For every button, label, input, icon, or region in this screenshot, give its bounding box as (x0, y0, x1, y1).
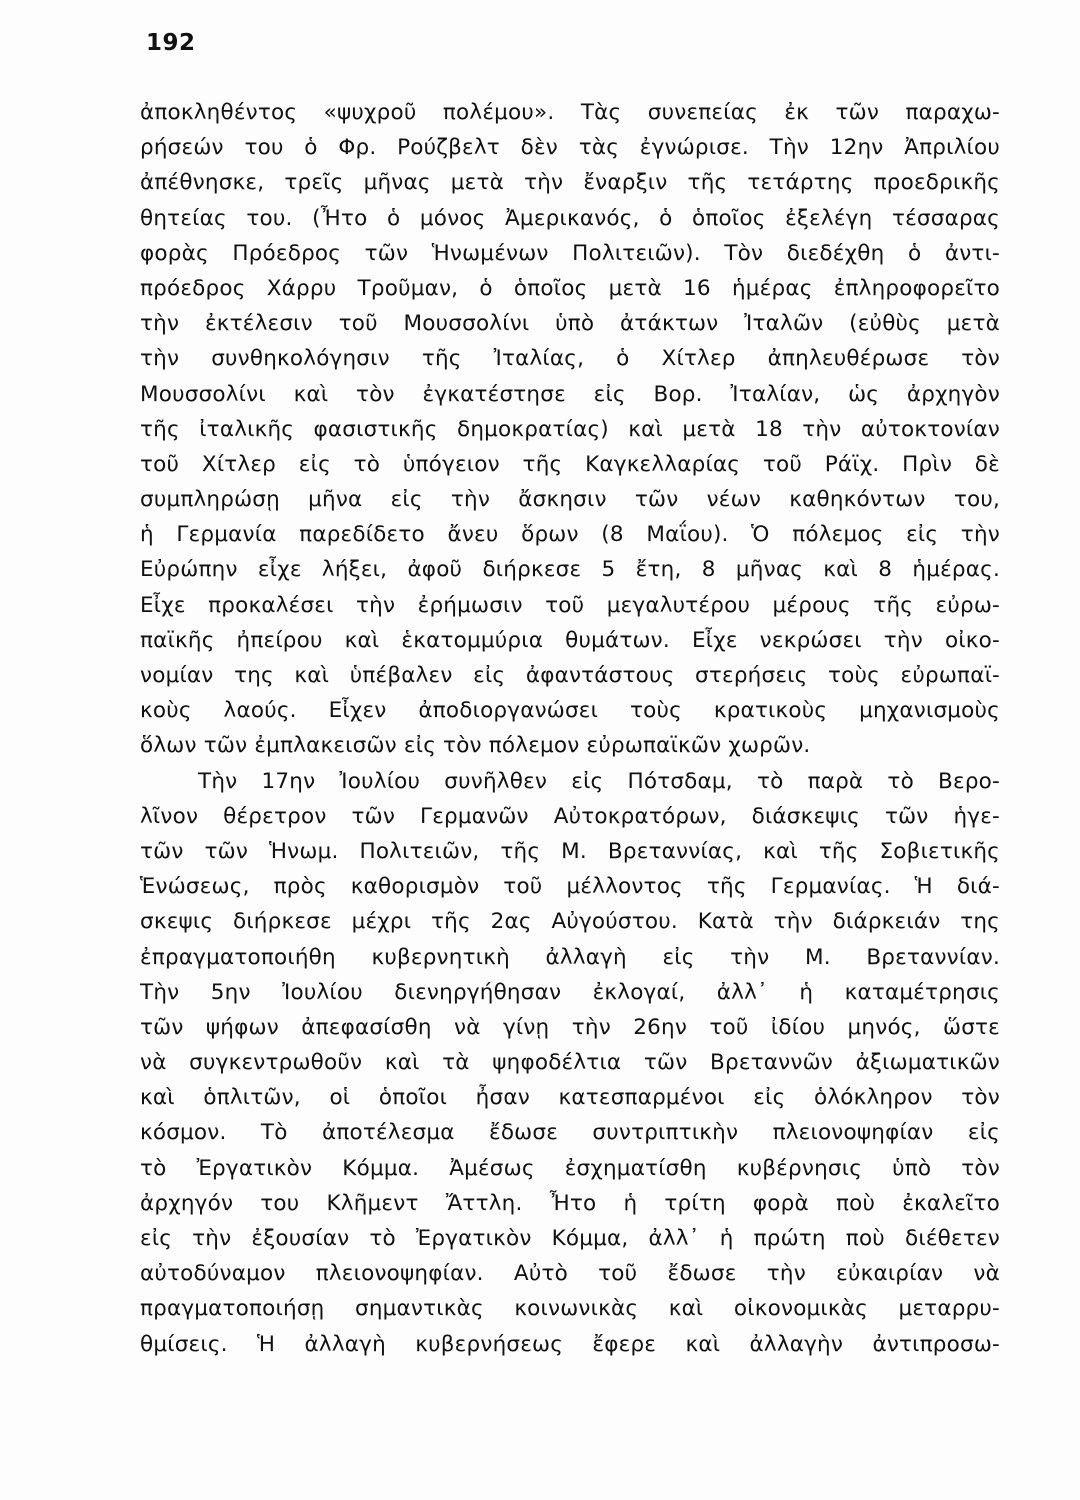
text-line: ρήσεών του ὁ Φρ. Ρούζβελτ δὲν τὰς ἐγνώρισε. Τὴν 12ην Ἀπριλίου (140, 135, 1000, 161)
text-line: τῶν τῶν Ἡνωμ. Πολιτειῶν, τῆς Μ. Βρεταννίας, καὶ τῆς Σοβιετικῆς (140, 838, 1000, 864)
text-line: θμίσεις. Ἡ ἀλλαγὴ κυβερνήσεως ἔφερε καὶ ἀλλαγὴν ἀντιπροσω- (140, 1331, 1000, 1357)
text-line: ἐπραγματοποιήθη κυβερνητικὴ ἀλλαγὴ εἰς τὴν Μ. Βρεταννίαν. (140, 944, 1000, 970)
text-line: αὐτοδύναμον πλειονοψηφίαν. Αὐτὸ τοῦ ἔδωσε τὴν εὐκαιρίαν νὰ (140, 1261, 1000, 1287)
text-line: εἰς τὴν ἐξουσίαν τὸ Ἐργατικὸν Κόμμα, ἀλλ᾽ ἡ πρώτη ποὺ διέθετεν (140, 1226, 1000, 1251)
text-line: Εἶχε προκαλέσει τὴν ἐρήμωσιν τοῦ μεγαλυτέρου μέρους τῆς εὐρω- (140, 592, 1000, 618)
text-line: κόσμον. Τὸ ἀποτέλεσμα ἔδωσε συντριπτικὴν πλειονοψηφίαν εἰς (140, 1120, 1000, 1146)
text-line: πρόεδρος Χάρρυ Τροῦμαν, ὁ ὁποῖος μετὰ 16 ἡμέρας ἐπληροφορεῖτο (140, 275, 1000, 301)
text-line: καὶ ὁπλιτῶν, οἱ ὁποῖοι ἦσαν κατεσπαρμένοι εἰς ὁλόκληρον τὸν (140, 1085, 1000, 1111)
text-line: νὰ συγκεντρωθοῦν καὶ τὰ ψηφοδέλτια τῶν Βρεταννῶν ἀξιωματικῶν (140, 1050, 1000, 1076)
text-line: σκεψις διήρκεσε μέχρι τῆς 2ας Αὐγούστου. Κατὰ τὴν διάρκειάν της (140, 909, 1000, 935)
text-line: Ἑνώσεως, πρὸς καθορισμὸν τοῦ μέλλοντος τῆς Γερμανίας. Ἡ διά- (140, 874, 1000, 900)
text-line: ἀποκληθέντος «ψυχροῦ πολέμου». Τὰς συνεπείας ἐκ τῶν παραχω- (140, 100, 1000, 125)
text-line: τὴν συνθηκολόγησιν τῆς Ἰταλίας, ὁ Χίτλερ ἀπηλευθέρωσε τὸν (140, 346, 1000, 372)
text-line: ἀπέθνησκε, τρεῖς μῆνας μετὰ τὴν ἔναρξιν τῆς τετάρτης προεδρικῆς (140, 170, 1000, 196)
page-number: 192 (146, 30, 196, 56)
text-line-indented: Τὴν 17ην Ἰουλίου συνῆλθεν εἰς Πότσδαμ, τὸ παρὰ τὸ Βερο- (198, 768, 1000, 794)
text-line: λῖνον θέρετρον τῶν Γερμανῶν Αὐτοκρατόρων, διάσκεψις τῶν ἡγε- (140, 803, 1000, 829)
body-text (140, 95, 1000, 1362)
text-line: κοὺς λαούς. Εἶχεν ἀποδιοργανώσει τοὺς κρατικοὺς μηχανισμοὺς (140, 698, 1000, 724)
text-line: Εὐρώπην εἶχε λήξει, ἀφοῦ διήρκεσε 5 ἔτη, 8 μῆνας καὶ 8 ἡμέρας. (140, 557, 1000, 583)
text-line: τὴν ἐκτέλεσιν τοῦ Μουσσολίνι ὑπὸ ἀτάκτων Ἰταλῶν (εὐθὺς μετὰ (140, 311, 1000, 337)
text-line: νομίαν της καὶ ὑπέβαλεν εἰς ἀφαντάστους στερήσεις τοὺς εὐρωπαϊ- (140, 663, 1000, 688)
text-line: πραγματοποιήσῃ σημαντικὰς κοινωνικὰς καὶ οἰκονομικὰς μεταρρυ- (140, 1296, 1000, 1322)
text-line: Τὴν 5ην Ἰουλίου διενηργήθησαν ἐκλογαί, ἀλλ᾽ ἡ καταμέτρησις (140, 979, 1000, 1005)
text-line: τῆς ἰταλικῆς φασιστικῆς δημοκρατίας) καὶ μετὰ 18 τὴν αὐτοκτονίαν (140, 416, 1000, 442)
text-line: φορὰς Πρόεδρος τῶν Ἡνωμένων Πολιτειῶν). Τὸν διεδέχθη ὁ ἀντι- (140, 240, 1000, 266)
text-line: τοῦ Χίτλερ εἰς τὸ ὑπόγειον τῆς Καγκελλαρίας τοῦ Ράϊχ. Πρὶν δὲ (140, 451, 1000, 477)
text-line: ἀρχηγόν του Κλῆμεντ Ἄττλη. Ἦτο ἡ τρίτη φορὰ ποὺ ἐκαλεῖτο (140, 1190, 1000, 1216)
text-line: θητείας του. (Ἦτο ὁ μόνος Ἀμερικανός, ὁ ὁποῖος ἐξελέγη τέσσαρας (140, 205, 1000, 231)
text-line: παϊκῆς ἠπείρου καὶ ἑκατομμύρια θυμάτων. Εἶχε νεκρώσει τὴν οἰκο- (140, 627, 1000, 653)
text-line: ὅλων τῶν ἐμπλακεισῶν εἰς τὸν πόλεμον εὐρωπαϊκῶν χωρῶν. (140, 733, 811, 759)
text-line: ἡ Γερμανία παρεδίδετο ἄνευ ὅρων (8 Μαΐου). Ὁ πόλεμος εἰς τὴν (140, 522, 1000, 548)
text-line: συμπληρώσῃ μῆνα εἰς τὴν ἄσκησιν τῶν νέων καθηκόντων του, (140, 487, 1000, 513)
text-line: Μουσσολίνι καὶ τὸν ἐγκατέστησε εἰς Βορ. Ἰταλίαν, ὡς ἀρχηγὸν (140, 381, 1000, 407)
text-line: τῶν ψήφων ἀπεφασίσθη νὰ γίνῃ τὴν 26ην τοῦ ἰδίου μηνός, ὥστε (140, 1014, 1000, 1040)
text-line: τὸ Ἐργατικὸν Κόμμα. Ἀμέσως ἐσχηματίσθη κυβέρνησις ὑπὸ τὸν (140, 1155, 1000, 1181)
